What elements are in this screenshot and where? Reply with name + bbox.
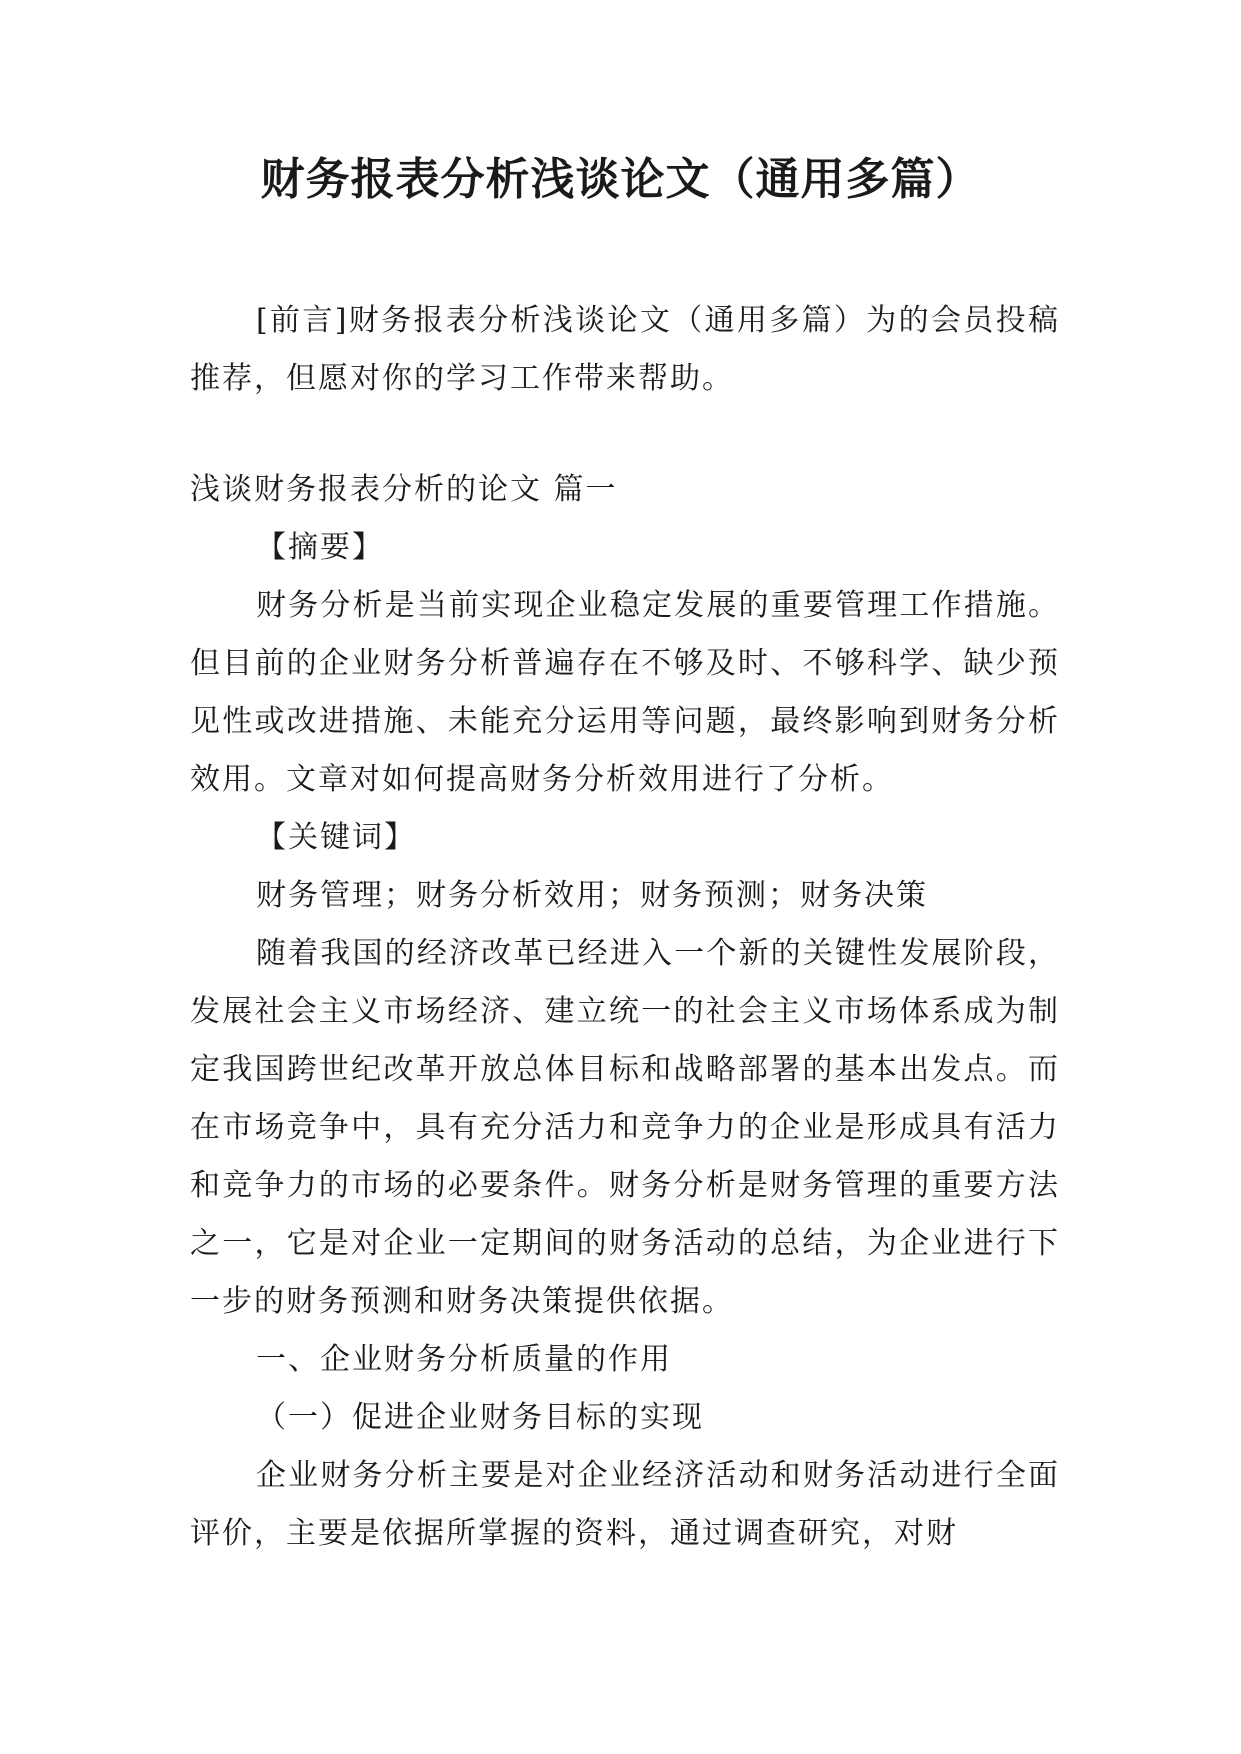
intro-block	[190, 292, 1060, 408]
main-content	[190, 461, 1060, 1563]
body-paragraph-2: 企业财务分析主要是对企业经济活动和财务活动进行全面评价，主要是依据所掌握的资料，通过调查研究，对财	[190, 1458, 1060, 1551]
keywords-paragraph: 财务管理；财务分析效用；财务预测；财务决策	[256, 878, 928, 913]
abstract-paragraph: 财务分析是当前实现企业稳定发展的重要管理工作措施。但目前的企业财务分析普遍存在不够及时、不够科学、缺少预见性或改进措施、未能充分运用等问题，最终影响到财务分析效用。文章对如何提高财务分析效用进行了分析。	[190, 588, 1060, 797]
section-title: 浅谈财务报表分析的论文 篇一	[190, 472, 618, 507]
keywords-heading: 【关键词】	[256, 820, 416, 855]
body-paragraph: 随着我国的经济改革已经进入一个新的关键性发展阶段，发展社会主义市场经济、建立统一的社会主义市场体系成为制定我国跨世纪改革开放总体目标和战略部署的基本出发点。而在市场竞争中，具有充分活力和竞争力的企业是形成具有活力和竞争力的市场的必要条件。财务分析是财务管理的重要方法之一，它是对企业一定期间的财务活动的总结，为企业进行下一步的财务预测和财务决策提供依据。	[190, 936, 1060, 1319]
heading-level-1: 一、企业财务分析质量的作用	[256, 1342, 672, 1377]
heading-level-2: （一）促进企业财务目标的实现	[256, 1400, 704, 1435]
document-title: 财务报表分析浅谈论文（通用多篇）	[260, 154, 981, 205]
abstract-heading: 【摘要】	[256, 530, 384, 565]
intro-paragraph: [前言]财务报表分析浅谈论文（通用多篇）为的会员投稿推荐，但愿对你的学习工作带来帮助。	[190, 303, 1060, 396]
